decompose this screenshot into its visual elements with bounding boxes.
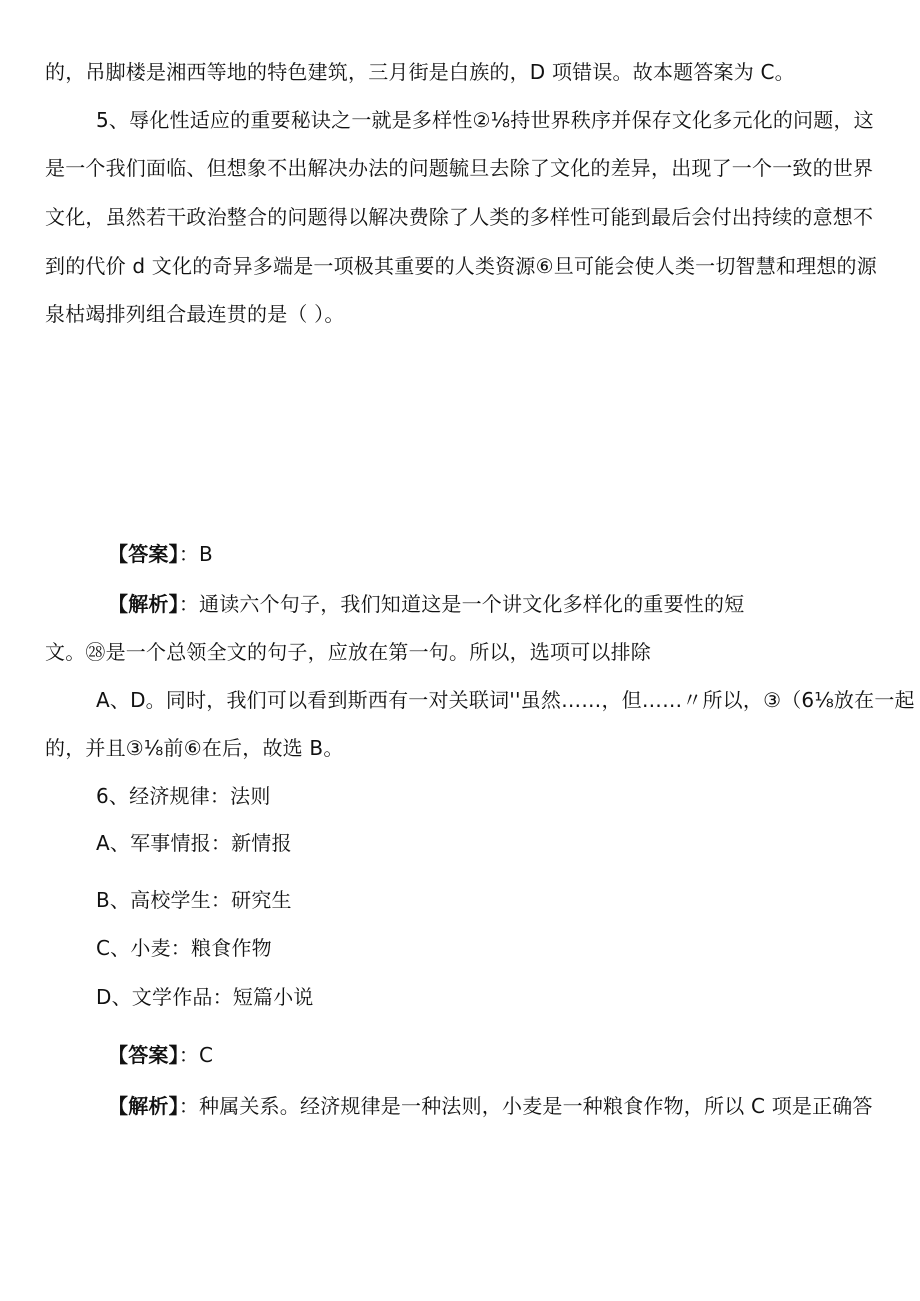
answer-6 (108, 1041, 213, 1069)
question-5-line-4: 到的代价 d 文化的奇异多端是一项极其重要的人类资源⑥旦可能会使人类一切智慧和理想的源 (45, 254, 877, 278)
analysis-6-line-1 (108, 1092, 873, 1120)
analysis-5-line-1 (108, 590, 744, 618)
analysis-label: 【解析】 (108, 1094, 179, 1118)
answer-value: ：C (178, 1043, 214, 1067)
question-6-stem: 6、经济规律：法则 (96, 784, 271, 808)
question-5-line-2: 是一个我们面临、但想象不出解决办法的问题毓旦去除了文化的差异，出现了一个一致的世界 (45, 156, 874, 180)
prev-answer-line: 的，吊脚楼是湘西等地的特色建筑，三月街是白族的，D 项错误。故本题答案为 C。 (45, 60, 795, 84)
question-6-option-d: D、文学作品：短篇小说 (96, 985, 314, 1009)
question-6-option-c: C、小麦：粮食作物 (96, 936, 272, 960)
answer-value: ：B (178, 542, 213, 566)
analysis-text: ：种属关系。经济规律是一种法则，小麦是一种粮食作物，所以 C 项是正确答 (178, 1094, 873, 1118)
analysis-label: 【解析】 (108, 592, 179, 616)
question-6-option-b: B、高校学生：研究生 (96, 888, 292, 912)
analysis-5-line-4: 的，并且③⅛前⑥在后，故选 B。 (45, 736, 344, 760)
analysis-5-line-3: A、D。同时，我们可以看到斯西有一对关联词''虽然……，但……〃所以，③（6⅛放在一起 (96, 688, 915, 712)
answer-label: 【答案】 (108, 1043, 179, 1067)
answer-5 (108, 540, 213, 568)
answer-label: 【答案】 (108, 542, 179, 566)
question-5-line-3: 文化，虽然若干政治整合的问题得以解决费除了人类的多样性可能到最后会付出持续的意想不 (45, 205, 874, 229)
analysis-5-line-2: 文。㉘是一个总领全文的句子，应放在第一句。所以，选项可以排除 (45, 640, 651, 664)
question-5-line-1: 5、辱化性适应的重要秘诀之一就是多样性②⅛持世界秩序并保存文化多元化的问题，这 (96, 108, 874, 132)
analysis-text: ：通读六个句子，我们知道这是一个讲文化多样化的重要性的短 (178, 592, 745, 616)
question-5-line-5: 泉枯竭排列组合最连贯的是（ ）。 (45, 302, 345, 326)
question-6-option-a: A、军事情报：新情报 (96, 831, 292, 855)
